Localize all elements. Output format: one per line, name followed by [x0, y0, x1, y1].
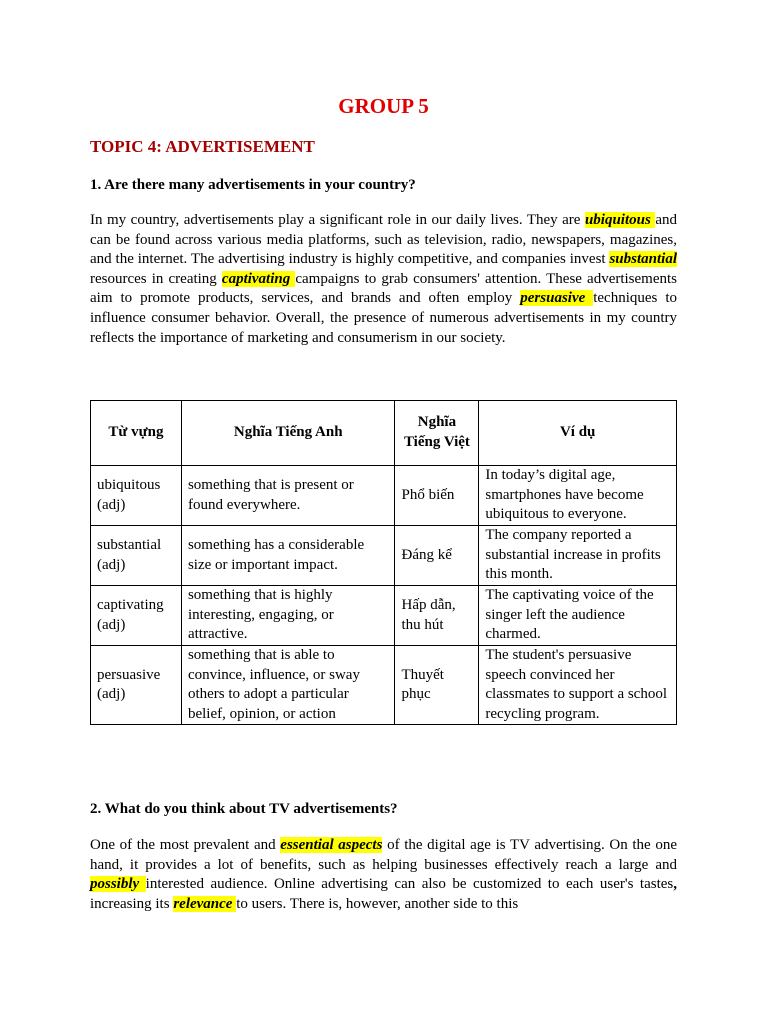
cell-vietnamese: Hấp dẫn, thu hút	[395, 586, 479, 646]
table-row	[91, 646, 677, 725]
cell-example: The captivating voice of the singer left the audience charmed.	[479, 586, 677, 646]
cell-example: The company reported a substantial increase in profits this month.	[479, 526, 677, 586]
cell-vietnamese: Thuyết phục	[395, 646, 479, 725]
header-vietnamese-meaning: Nghĩa Tiếng Việt	[395, 401, 479, 466]
cell-word: substantial (adj)	[91, 526, 182, 586]
text-run: increasing its	[90, 895, 174, 912]
document-title: GROUP 5	[338, 94, 429, 118]
vocabulary-table	[90, 400, 677, 725]
cell-word: ubiquitous (adj)	[91, 466, 182, 526]
highlight-captivating: captivating	[221, 270, 296, 287]
question-1: 1. Are there many advertisements in your country?	[90, 177, 416, 193]
answer-paragraph-1	[90, 211, 677, 348]
header-example: Ví dụ	[479, 401, 677, 466]
cell-word: captivating (adj)	[91, 586, 182, 646]
text-run: of the digital age is TV advertising. On the one hand, it provides a lot of benefits, such as helping businesses effectively reach a large and	[90, 837, 677, 873]
cell-english: something that is present or found everywhere.	[181, 466, 395, 526]
highlight-essential-aspects: essential aspects	[280, 837, 383, 853]
highlight-relevance: relevance	[173, 895, 237, 912]
table-row	[91, 466, 677, 526]
cell-word: persuasive (adj)	[91, 646, 182, 725]
cell-vietnamese: Đáng kể	[395, 526, 479, 586]
cell-vietnamese: Phổ biến	[395, 466, 479, 526]
text-run: to users. There is, however, another side to this	[236, 895, 519, 912]
table-row	[91, 526, 677, 586]
cell-english: something has a considerable size or important impact.	[181, 526, 395, 586]
cell-example: The student's persuasive speech convinced her classmates to support a school recycling program.	[479, 646, 677, 725]
answer-paragraph-2	[90, 836, 677, 914]
highlight-ubiquitous: ubiquitous	[584, 212, 656, 228]
text-run: techniques to influence consumer behavior. Overall, the presence of numerous advertisements in my country reflects the importance of marketing and consumerism in our society.	[90, 290, 677, 346]
cell-example: In today’s digital age, smartphones have become ubiquitous to everyone.	[479, 466, 677, 526]
text-run: resources in creating	[90, 270, 222, 287]
highlight-substantial: substantial	[609, 251, 677, 268]
text-run: campaigns to grab consumers' attention. These advertisements aim to promote products, services, and brands and often employ	[90, 270, 678, 307]
text-run: and can be found across various media platforms, such as television, radio, newspapers, magazines, and the internet. The advertising industry is highly competitive, and companies invest	[90, 212, 677, 268]
highlight-persuasive: persuasive	[520, 290, 594, 307]
table-row	[91, 586, 677, 646]
header-english-meaning: Nghĩa Tiếng Anh	[181, 401, 395, 466]
text-run: interested audience. Online advertising can also be customized to each user's tastes	[145, 876, 674, 893]
text-run: In my country, advertisements play a significant role in our daily lives. They are	[90, 212, 585, 228]
cell-english: something that is able to convince, influence, or sway others to adopt a particular belief, opinion, or action	[181, 646, 395, 725]
text-run: One of the most prevalent and	[90, 837, 281, 853]
highlight-possibly: possibly	[90, 876, 146, 893]
cell-english: something that is highly interesting, engaging, or attractive.	[181, 586, 395, 646]
bold-comma: ,	[673, 876, 677, 893]
topic-heading: TOPIC 4: ADVERTISEMENT	[90, 137, 315, 156]
header-word: Từ vựng	[91, 401, 182, 466]
question-2: 2. What do you think about TV advertisements?	[90, 801, 398, 817]
table-header-row	[91, 401, 677, 466]
